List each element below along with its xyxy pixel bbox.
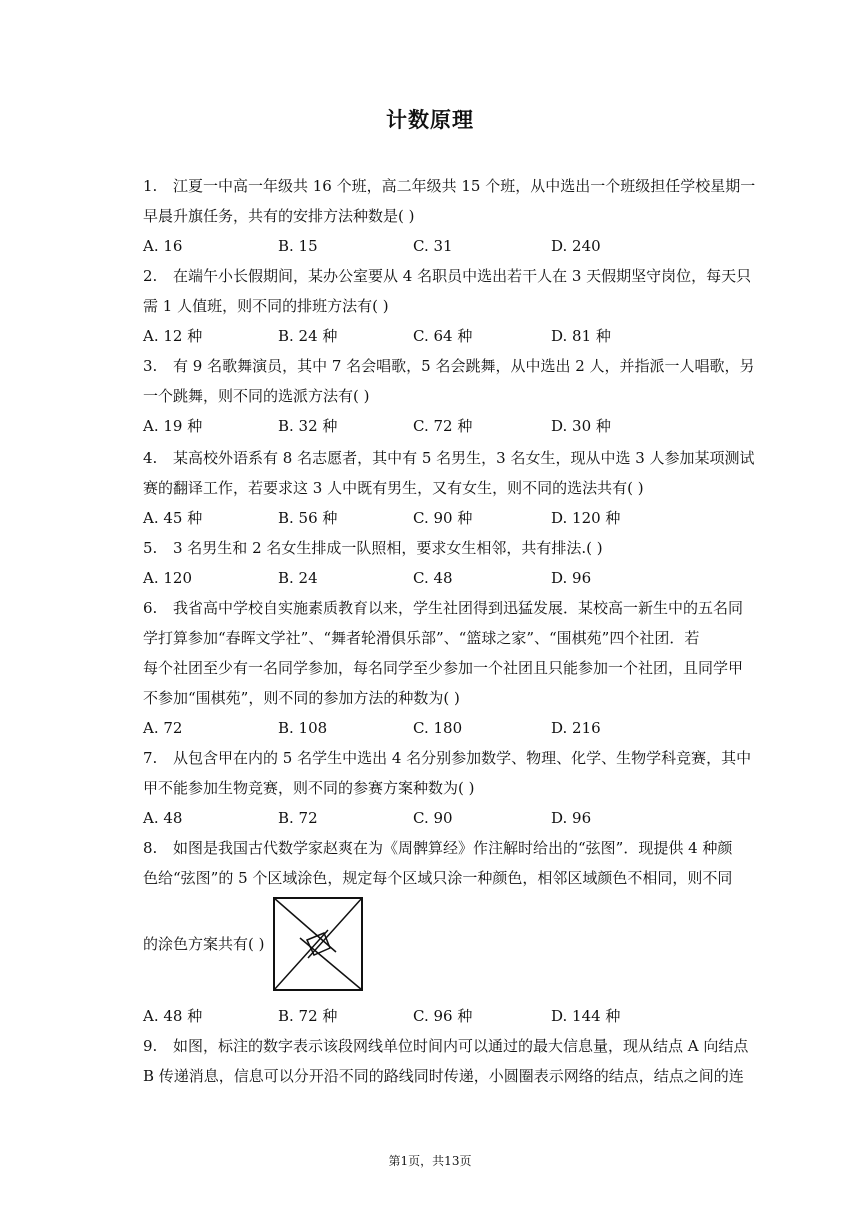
- option-d: D. 240: [551, 237, 601, 255]
- option-d: D. 120 种: [551, 509, 621, 527]
- question-text: 我省高中学校自实施素质教育以来，学生社团得到迅猛发展．某校高一新生中的五名同: [173, 599, 744, 617]
- option-a: A. 12 种: [143, 327, 203, 345]
- option-d: D. 96: [551, 809, 592, 827]
- question-text: 赛的翻译工作，若要求这 3 人中既有男生，又有女生，则不同的选法共有( ): [143, 479, 644, 497]
- question-6-line: [143, 628, 753, 648]
- question-2-line: [143, 296, 753, 316]
- option-c: C. 31: [413, 237, 453, 255]
- question-1-line: [143, 206, 753, 226]
- question-text: 不参加“围棋苑”，则不同的参加方法的种数为( ): [143, 689, 460, 707]
- page-footer: 第1页，共13页: [388, 1154, 472, 1168]
- question-number: 7.: [143, 749, 158, 767]
- question-text: 色给“弦图”的 5 个区域涂色，规定每个区域只涂一种颜色，相邻区域颜色不相同，则不同: [143, 869, 733, 887]
- question-number: 5.: [143, 539, 158, 557]
- question-3-line: [143, 356, 753, 376]
- question-1-line: [143, 176, 756, 196]
- question-text: 从包含甲在内的 5 名学生中选出 4 名分别参加数学、物理、化学、生物学科竞赛，其中: [173, 749, 752, 767]
- page-title: 计数原理: [386, 108, 474, 132]
- question-7-line: [143, 748, 753, 768]
- xian-tu-figure: [272, 896, 364, 992]
- option-b: B. 108: [278, 719, 328, 737]
- option-d: D. 216: [551, 719, 601, 737]
- question-5-line: [143, 538, 753, 558]
- option-b: B. 56 种: [278, 509, 338, 527]
- option-b: B. 24 种: [278, 327, 338, 345]
- option-c: C. 48: [413, 569, 453, 587]
- option-b: B. 32 种: [278, 417, 338, 435]
- option-d: D. 144 种: [551, 1007, 621, 1025]
- question-7-line: [143, 778, 753, 798]
- question-number: 4.: [143, 449, 158, 467]
- option-d: D. 96: [551, 569, 592, 587]
- question-number: 2.: [143, 267, 158, 285]
- option-a: A. 48 种: [143, 1007, 203, 1025]
- question-text: 学打算参加“春晖文学社”、“舞者轮滑俱乐部”、“篮球之家”、“围棋苑”四个社团．若: [143, 629, 700, 647]
- option-b: B. 15: [278, 237, 318, 255]
- question-text: B 传递消息，信息可以分开沿不同的路线同时传递，小圆圈表示网络的结点，结点之间的连: [143, 1067, 744, 1085]
- question-text: 一个跳舞，则不同的选派方法有( ): [143, 387, 370, 405]
- question-3-line: [143, 386, 753, 406]
- question-number: 8.: [143, 839, 158, 857]
- option-d: D. 30 种: [551, 417, 611, 435]
- question-6-line: [143, 598, 753, 618]
- option-d: D. 81 种: [551, 327, 611, 345]
- option-c: C. 96 种: [413, 1007, 473, 1025]
- question-text: 有 9 名歌舞演员，其中 7 名会唱歌，5 名会跳舞，从中选出 2 人，并指派一人唱歌，另: [173, 357, 755, 375]
- question-8-line: [143, 934, 753, 954]
- question-text: 3 名男生和 2 名女生排成一队照相，要求女生相邻，共有排法.( ): [173, 539, 603, 557]
- question-text: 的涂色方案共有( ): [143, 935, 265, 953]
- option-b: B. 72 种: [278, 1007, 338, 1025]
- option-a: A. 45 种: [143, 509, 203, 527]
- question-9-line: [143, 1036, 753, 1056]
- option-c: C. 90: [413, 809, 453, 827]
- option-c: C. 72 种: [413, 417, 473, 435]
- question-text: 甲不能参加生物竞赛，则不同的参赛方案种数为( ): [143, 779, 475, 797]
- question-text: 早晨升旗任务，共有的安排方法种数是( ): [143, 207, 415, 225]
- question-text: 在端午小长假期间，某办公室要从 4 名职员中选出若干人在 3 天假期坚守岗位，每天只: [173, 267, 752, 285]
- question-8-line: [143, 868, 753, 888]
- question-text: 某高校外语系有 8 名志愿者，其中有 5 名男生，3 名女生，现从中选 3 人参加某项测试: [173, 449, 755, 467]
- option-a: A. 19 种: [143, 417, 203, 435]
- option-c: C. 64 种: [413, 327, 473, 345]
- option-a: A. 72: [143, 719, 183, 737]
- option-a: A. 16: [143, 237, 183, 255]
- question-text: 如图，标注的数字表示该段网线单位时间内可以通过的最大信息量，现从结点 A 向结点: [173, 1037, 749, 1055]
- question-4-line: [143, 478, 753, 498]
- question-9-line: [143, 1066, 753, 1086]
- question-number: 3.: [143, 357, 158, 375]
- question-2-line: [143, 266, 753, 286]
- option-b: B. 24: [278, 569, 318, 587]
- question-text: 江夏一中高一年级共 16 个班，高二年级共 15 个班，从中选出一个班级担任学校星期一: [173, 177, 756, 195]
- question-text: 需 1 人值班，则不同的排班方法有( ): [143, 297, 389, 315]
- option-c: C. 90 种: [413, 509, 473, 527]
- question-number: 1.: [143, 177, 158, 195]
- question-8-line: [143, 838, 753, 858]
- option-c: C. 180: [413, 719, 463, 737]
- option-a: A. 48: [143, 809, 183, 827]
- option-a: A. 120: [143, 569, 192, 587]
- option-b: B. 72: [278, 809, 318, 827]
- question-number: 6.: [143, 599, 158, 617]
- question-6-line: [143, 688, 753, 708]
- question-text: 如图是我国古代数学家赵爽在为《周髀算经》作注解时给出的“弦图”．现提供 4 种颜: [173, 839, 733, 857]
- question-text: 每个社团至少有一名同学参加，每名同学至少参加一个社团且只能参加一个社团，且同学甲: [143, 659, 744, 677]
- question-number: 9.: [143, 1037, 158, 1055]
- question-4-line: [143, 448, 753, 468]
- question-6-line: [143, 658, 753, 678]
